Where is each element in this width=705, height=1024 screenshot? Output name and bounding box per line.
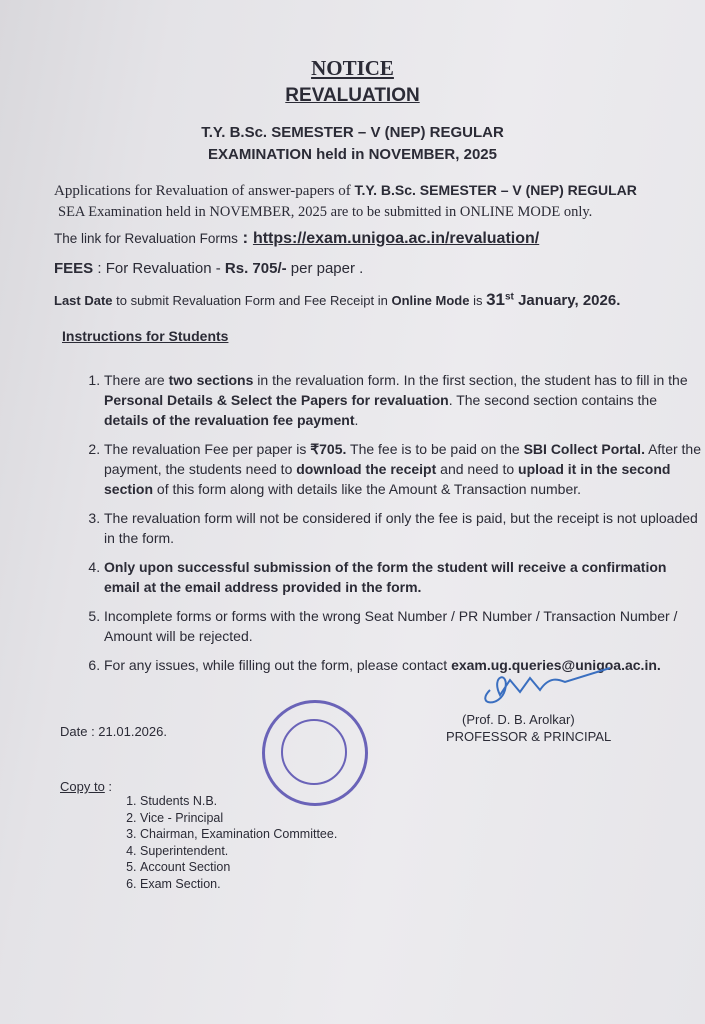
text: Online Mode [391,293,470,308]
copy-to-heading: Copy to : [60,779,113,794]
instruction-item [104,508,704,548]
link-label: The link for Revaluation Forms [54,231,238,246]
copy-to-item: 4. Superintendent. [140,843,337,860]
instruction-text: in the revaluation form. In the first section, the student has to fill in the [253,372,688,388]
applications-line2: SEA Examination held in NOVEMBER, 2025 are to be submitted in ONLINE MODE only. [58,204,593,220]
notice-title: NOTICE [311,56,394,80]
last-date: January, 2026. [513,292,621,309]
signature [470,660,620,710]
instruction-text: upload it in the second section [104,461,671,497]
copy-to-item: 1. Students N.B. [140,793,337,810]
exam-heading-line2: EXAMINATION held in NOVEMBER, 2025 [208,146,497,163]
fees-amount: Rs. 705/- [224,260,287,277]
text: : For Revaluation - [93,260,225,277]
instruction-text: Incomplete forms or forms with the wrong Seat Number / PR Number / Transaction Number / Amount will be rejected. [104,608,678,644]
instruction-text: SBI Collect Portal. [523,441,645,457]
fees-line [54,260,363,277]
instruction-text: After the payment, the students need to [104,441,701,477]
link-line [54,228,539,248]
instruction-text: Personal Details & Select the Papers for revaluation [104,392,449,408]
instruction-item [104,606,704,646]
text: st [505,291,514,303]
copy-to-item: 2. Vice - Principal [140,810,337,827]
instruction-text: For any issues, while filling out the form, please contact [104,657,452,673]
last-date-line [54,290,620,310]
fees-label: FEES [54,260,94,277]
instruction-text: download the receipt [296,461,437,477]
text: per paper . [286,260,364,277]
text: Applications for Revaluation of answer-papers of [54,183,355,199]
instruction-text: of this form along with details like the Amount & Transaction number. [153,481,582,497]
instruction-text: ₹705. [310,441,347,457]
instruction-text: . The second section contains the [448,392,658,408]
applications-line1 [54,182,637,200]
copy-to-item: 3. Chairman, Examination Committee. [140,826,337,843]
exam-heading-line1: T.Y. B.Sc. SEMESTER – V (NEP) REGULAR [201,124,504,141]
copy-to-item: 5. Account Section [140,859,337,876]
instruction-text: two sections [168,372,254,388]
copy-to-item: 6. Exam Section. [140,876,337,893]
text: Last Date [54,293,113,308]
colon: : [237,228,253,247]
revaluation-link[interactable]: https://exam.unigoa.ac.in/revaluation/ [252,230,540,247]
instruction-item [104,439,704,499]
text: is [469,293,487,308]
instruction-item [104,557,704,597]
text: to submit Revaluation Form and Fee Receipt in [112,293,392,308]
instruction-text: The revaluation form will not be considered if only the fee is paid, but the receipt is not uploaded in the form. [104,510,698,546]
instruction-text: . [354,412,359,428]
instruction-text: exam.ug.queries@unigoa.ac.in. [451,657,661,673]
exam-name: T.Y. B.Sc. SEMESTER – V (NEP) REGULAR [354,182,637,198]
college-stamp [262,700,368,806]
last-date-day: 31 [486,290,505,309]
instruction-text: and need to [436,461,519,477]
instruction-text: There are [104,372,169,388]
instruction-text: details of the revaluation fee payment [104,412,355,428]
instruction-text: Only upon successful submission of the form the student will receive a confirmation email at the email address provided in the form. [104,559,667,595]
instruction-text: The revaluation Fee per paper is [104,441,311,457]
instructions-heading: Instructions for Students [62,328,229,344]
copy-to-list [114,793,337,892]
copy-to-label: Copy to [60,779,105,794]
signatory-title: PROFESSOR & PRINCIPAL [446,729,612,744]
instruction-item [104,370,704,430]
instruction-text: The fee is to be paid on the [346,441,524,457]
signatory-name: (Prof. D. B. Arolkar) [462,712,575,727]
notice-date: Date : 21.01.2026. [60,724,167,739]
notice-subtitle: REVALUATION [285,85,420,106]
instructions-list [78,370,704,684]
